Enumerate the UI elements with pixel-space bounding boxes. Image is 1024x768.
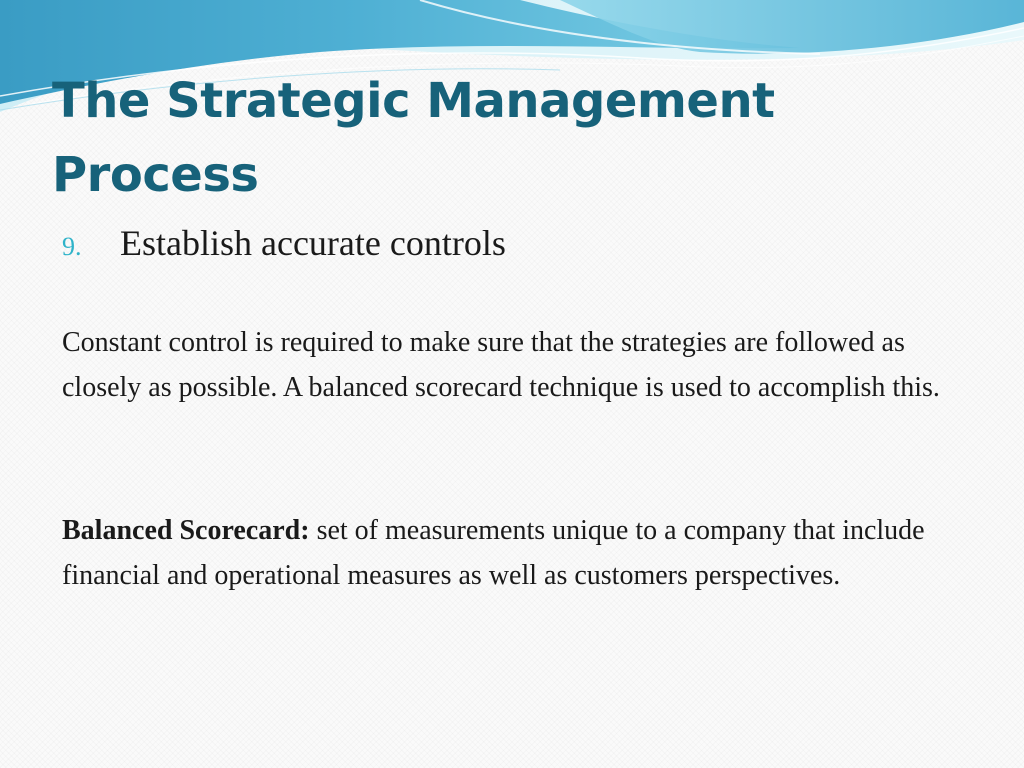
definition-term: Balanced Scorecard: <box>62 515 310 546</box>
list-item-number: 9. <box>62 232 82 261</box>
definition-text: set of measurements unique to a company that include financial and operational measures as well as customers perspectives. <box>62 515 925 591</box>
definition-paragraph <box>62 508 942 598</box>
body-paragraph: Constant control is required to make sure that the strategies are followed as closely as possible. A balanced scorecard technique is used to accomplish this. <box>62 327 940 403</box>
slide-title: The Strategic Management Process <box>52 73 775 203</box>
list-item-heading: Establish accurate controls <box>120 223 506 263</box>
numbered-list-item <box>62 222 506 264</box>
